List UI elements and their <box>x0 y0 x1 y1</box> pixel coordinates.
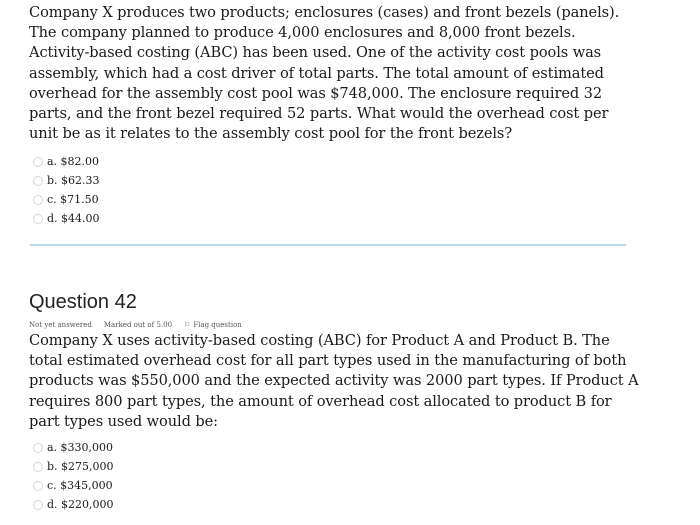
answer-option[interactable] <box>33 495 114 514</box>
question-42-options <box>33 438 114 514</box>
flag-label: Flag question <box>193 321 242 329</box>
question-42-text: Company X uses activity-based costing (ABC) for Product A and Product B. The total estimated overhead cost for all part types used in the manufacturing of both products was $550,000 and the expected activity was 2000 part types. If Product A requires 800 part types, the amount of overhead cost allocated to product B for part types used would be: <box>29 332 639 430</box>
answer-option[interactable] <box>33 152 100 171</box>
flag-icon: ⚐ <box>184 321 191 329</box>
radio-button[interactable] <box>33 500 43 510</box>
answer-status: Not yet answered <box>29 321 92 329</box>
question-title: Question 42 <box>29 291 137 313</box>
radio-button[interactable] <box>33 443 43 453</box>
answer-option[interactable] <box>33 190 100 209</box>
answer-option[interactable] <box>33 457 114 476</box>
question-meta <box>29 321 242 329</box>
answer-label: b. $275,000 <box>47 460 114 473</box>
question-41-options <box>33 152 100 228</box>
answer-label: b. $62.33 <box>47 174 100 187</box>
answer-label: c. $71.50 <box>47 193 99 206</box>
marks-info: Marked out of 5.00 <box>103 321 173 329</box>
radio-button[interactable] <box>33 481 43 491</box>
radio-button[interactable] <box>33 157 43 167</box>
radio-button[interactable] <box>33 462 43 472</box>
answer-option[interactable] <box>33 209 100 228</box>
answer-label: a. $82.00 <box>47 155 100 168</box>
answer-label: d. $220,000 <box>47 498 114 511</box>
question-divider <box>30 244 626 246</box>
flag-question-button[interactable] <box>184 321 242 329</box>
answer-label: d. $44.00 <box>47 212 100 225</box>
answer-label: c. $345,000 <box>47 479 113 492</box>
radio-button[interactable] <box>33 214 43 224</box>
answer-option[interactable] <box>33 476 114 495</box>
answer-option[interactable] <box>33 438 114 457</box>
answer-label: a. $330,000 <box>47 441 114 454</box>
radio-button[interactable] <box>33 195 43 205</box>
radio-button[interactable] <box>33 176 43 186</box>
question-41-text: Company X produces two products; enclosures (cases) and front bezels (panels). The company planned to produce 4,000 enclosures and 8,000 front bezels. Activity-based costing (ABC) has been used. One of the activity cost pools was assembly, which had a cost driver of total parts. The total amount of estimated overhead for the assembly cost pool was $748,000. The enclosure required 32 parts, and the front bezel required 52 parts. What would the overhead cost per unit be as it relates to the assembly cost pool for the front bezels? <box>29 4 620 143</box>
answer-option[interactable] <box>33 171 100 190</box>
